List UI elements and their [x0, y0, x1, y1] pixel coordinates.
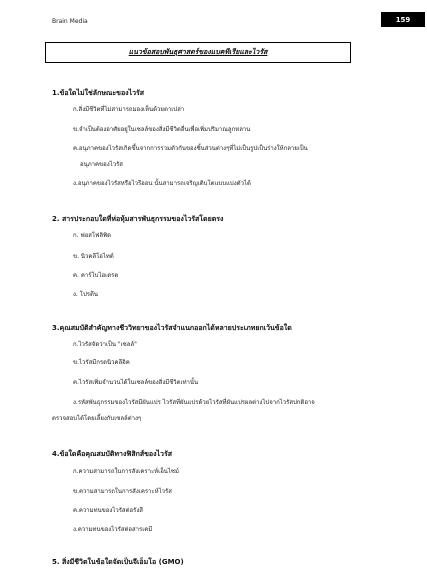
q4-option-d: ง.ความทนของไวรัสต่อสารเคมี: [73, 526, 153, 533]
header-brand: Brain Media: [52, 18, 88, 25]
page-title: แนวข้อสอบพันธุศาสตร์ของแบคทีเรียและไวรัส: [128, 48, 268, 56]
q2-option-b: ข. นิวคลีโอไทด์: [73, 253, 114, 260]
q2-option-a: ก. ฟอสโฟลิพิด: [73, 232, 111, 239]
q4-option-b: ข.ความสามารถในการสังเคราะห์ไวรัส: [73, 488, 172, 495]
q1-option-c-cont: อนุภาคของไวรัส: [80, 161, 123, 168]
q4-option-c: ค.ความทนของไวรัสต่อรังสี: [73, 507, 143, 514]
q1-option-b: ข.จำเป็นต้องอาศัยอยู่ในเซลล์ของสิ่งมีชีวิตอื่นเพื่อเพิ่มปริมาณลูกหลาน: [73, 126, 251, 133]
q3-option-a: ก.ไวรัสจัดว่าเป็น "เซลล์": [73, 341, 137, 348]
q1-option-c: ค.อนุภาคของไวรัสเกิดขึ้นจากการรวมตัวกันของชิ้นส่วนต่างๆที่ไม่เป็นรูปเป็นร่างให้กลายเป็น: [73, 145, 308, 152]
q3-option-c: ค.ไวรัสเพิ่มจำนวนได้ในเซลล์ของสิ่งมีชีวิตเท่านั้น: [73, 379, 199, 386]
question-3: 3.คุณสมบัติสำคัญทางชีววิทยาของไวรัสจำแนกออกได้หลายประเภทยกเว้นข้อใด: [52, 324, 292, 332]
q2-option-d: ง. โปรตีน: [73, 291, 98, 298]
page-title-box: [45, 42, 351, 63]
question-2: 2. สารประกอบใดที่ห่อหุ้มสารพันธุกรรมของไวรัสโดยตรง: [52, 215, 224, 223]
q1-option-d: ง.อนุภาคของไวรัสหรือไวรีออน นั้นสามารถเจริญเติบโตแบบแบ่งตัวได้: [73, 180, 251, 187]
q3-option-b: ข.ไวรัสมีกรดนิวคลีอิค: [73, 359, 130, 366]
q4-option-a: ก.ความสามารถในการสังเคราะห์เอ็นไซม์: [73, 468, 179, 475]
q2-option-c: ค. คาร์โบไฮเดรต: [73, 272, 119, 279]
q3-option-d: ง.รหัสพันธุกรรมของไวรัสมีผันแปร ไวรัสที่ผันแปรด้วยไวรัสที่ผันแปรผลต่างไปจากไวรัสปกติอาจ: [73, 399, 315, 406]
question-4: 4.ข้อใดคือคุณสมบัติทางฟิสิกส์ของไวรัส: [52, 450, 173, 458]
question-5: 5. สิ่งมีชีวิตในข้อใดจัดเป็นจีเอ็มโอ (GMO): [52, 558, 184, 566]
question-1: 1.ข้อใดไม่ใช่ลักษณะของไวรัส: [52, 89, 145, 97]
q1-option-a: ก.สิ่งมีชีวิตที่ไม่สามารถมองเห็นด้วยตาเปล่า: [73, 106, 185, 113]
page-number-badge: 159: [381, 12, 425, 27]
q3-option-d-cont: ตรวจสอบได้โดยเลี้ยงกับเซลล์ต่างๆ: [52, 415, 142, 422]
